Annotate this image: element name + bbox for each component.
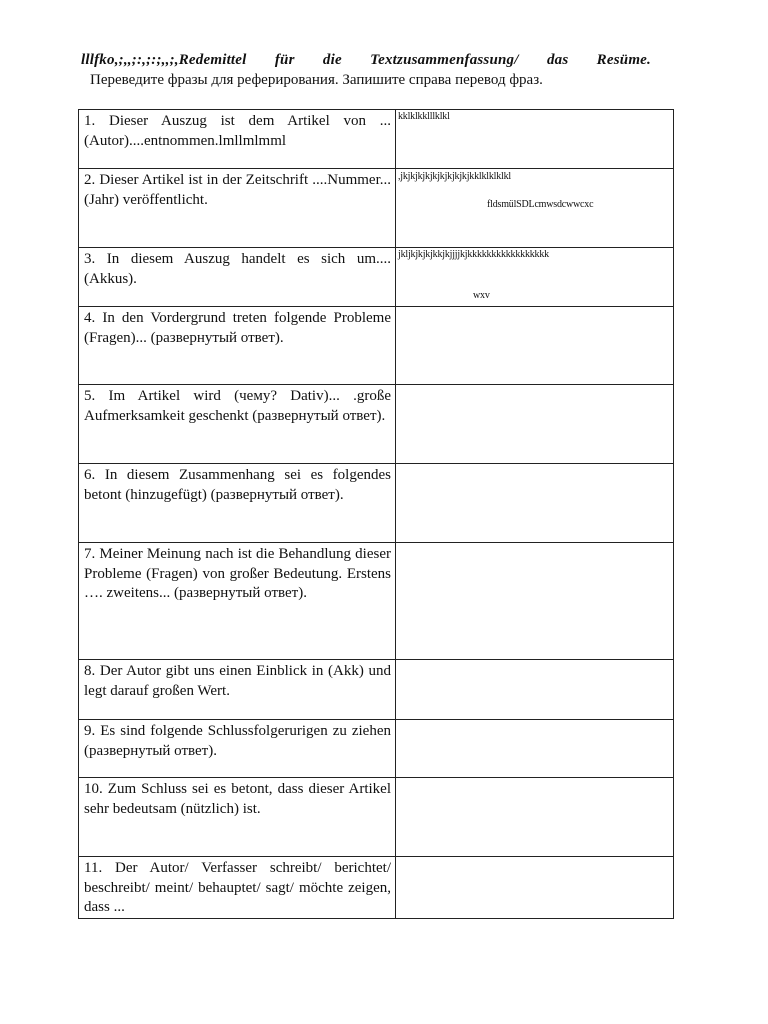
translation-note: wxv bbox=[473, 290, 490, 301]
phrase-cell: 3. In diesem Auszug handelt es sich um.... (Akkus). bbox=[79, 248, 396, 307]
phrases-table bbox=[78, 109, 674, 919]
table-row bbox=[79, 307, 674, 385]
title-word: lllfko,;,,;:,;:;,,;,Redemittel bbox=[81, 52, 247, 68]
translation-cell[interactable] bbox=[396, 660, 674, 720]
page-title bbox=[81, 52, 651, 69]
table-row bbox=[79, 778, 674, 857]
phrase-cell: 4. In den Vordergrund treten folgende Probleme (Fragen)... (развернутый ответ). bbox=[79, 307, 396, 385]
title-word: für bbox=[274, 52, 295, 68]
table-row bbox=[79, 385, 674, 464]
translation-note: kklklkklllklkl bbox=[398, 111, 450, 122]
title-word: das bbox=[546, 52, 569, 68]
phrase-cell: 11. Der Autor/ Verfasser schreibt/ berichtet/ beschreibt/ meint/ behauptet/ sagt/ möchte zeigen, dass ... bbox=[79, 857, 396, 919]
phrase-cell: 2. Dieser Artikel ist in der Zeitschrift ....Nummer... (Jahr) veröffentlicht. bbox=[79, 169, 396, 248]
title-word: Textzusammenfassung/ bbox=[370, 52, 519, 68]
translation-cell[interactable] bbox=[396, 307, 674, 385]
translation-cell[interactable] bbox=[396, 778, 674, 857]
translation-cell[interactable] bbox=[396, 385, 674, 464]
phrase-cell: 1. Dieser Auszug ist dem Artikel von ... (Autor)....entnommen.lmllmlmml bbox=[79, 110, 396, 169]
translation-cell[interactable] bbox=[396, 169, 674, 248]
phrase-cell: 9. Es sind folgende Schlussfolgerurigen zu ziehen (развернутый ответ). bbox=[79, 720, 396, 778]
translation-cell[interactable] bbox=[396, 720, 674, 778]
phrase-cell: 6. In diesem Zusammenhang sei es folgendes betont (hinzugefügt) (развернутый ответ). bbox=[79, 464, 396, 543]
page-subtitle: Переведите фразы для реферирования. Запишите справа перевод фраз. bbox=[90, 72, 543, 88]
translation-cell[interactable] bbox=[396, 464, 674, 543]
table-row bbox=[79, 543, 674, 660]
phrase-cell: 10. Zum Schluss sei es betont, dass dieser Artikel sehr bedeutsam (nützlich) ist. bbox=[79, 778, 396, 857]
translation-note: jkljkjkjkjkkjkjjjjkjkkkkkkkkkkkkkkkkk bbox=[398, 249, 549, 260]
translation-note: fldsmülSDLcmwsdcwwcxc bbox=[487, 199, 594, 210]
phrase-cell: 5. Im Artikel wird (чему? Dativ)... .große Aufmerksamkeit geschenkt (развернутый ответ). bbox=[79, 385, 396, 464]
title-word: die bbox=[322, 52, 342, 68]
translation-cell[interactable] bbox=[396, 248, 674, 307]
translation-note: ,jkjkjkjkjkjkjkjkjkjkklklklklkl bbox=[398, 171, 511, 182]
phrase-cell: 7. Meiner Meinung nach ist die Behandlung dieser Probleme (Fragen) von großer Bedeutung. Erstens …. zweitens... (развернутый ответ). bbox=[79, 543, 396, 660]
table-row bbox=[79, 248, 674, 307]
table-row bbox=[79, 110, 674, 169]
translation-cell[interactable] bbox=[396, 110, 674, 169]
translation-cell[interactable] bbox=[396, 543, 674, 660]
translation-cell[interactable] bbox=[396, 857, 674, 919]
table-row bbox=[79, 169, 674, 248]
table-row bbox=[79, 720, 674, 778]
phrase-cell: 8. Der Autor gibt uns einen Einblick in (Akk) und legt darauf großen Wert. bbox=[79, 660, 396, 720]
table-row bbox=[79, 464, 674, 543]
table-row bbox=[79, 857, 674, 919]
table-row bbox=[79, 660, 674, 720]
title-word: Resüme. bbox=[596, 52, 651, 68]
